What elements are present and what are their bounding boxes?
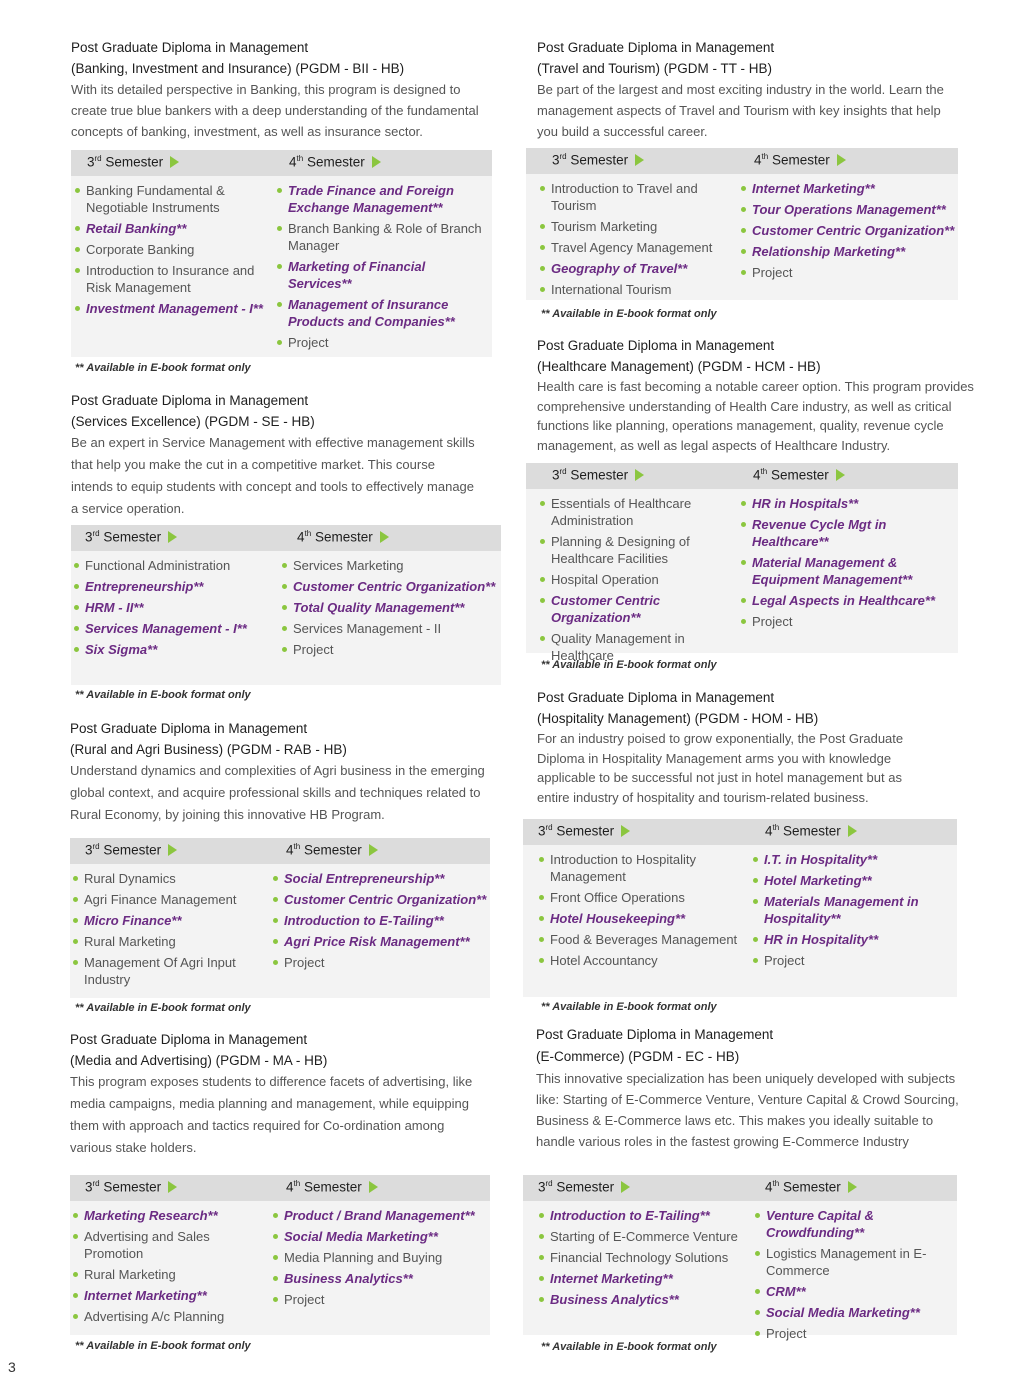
course-item: Legal Aspects in Healthcare** [741, 592, 957, 609]
semester-header [526, 463, 958, 489]
course-item: Rural Dynamics [73, 870, 258, 887]
course-item: Customer Centric Organization** [273, 891, 489, 908]
ebook-note: ** Available in E-book format only [75, 362, 251, 374]
course-item: Revenue Cycle Mgt in Healthcare** [741, 516, 957, 550]
arrow-icon [168, 844, 177, 856]
arrow-icon [170, 156, 179, 168]
course-item: Six Sigma** [74, 641, 274, 658]
course-item: Management of Insurance Products and Companies** [277, 296, 487, 330]
semester-4-list [273, 1207, 489, 1312]
course-item: Services Marketing [282, 557, 500, 574]
course-item: Front Office Operations [539, 889, 739, 906]
course-item: Marketing Research** [73, 1207, 258, 1224]
program-title: Post Graduate Diploma in Management [537, 338, 775, 353]
semester-4-list [273, 870, 489, 975]
program-description: Health care is fast becoming a notable career option. This program provides comprehensive understanding of Health Care industry, as well as critical functions like planning, operations management, quality, revenue cycle management, as well as legal aspects of Healthcare Industry. [537, 379, 974, 453]
course-item: Functional Administration [74, 557, 274, 574]
course-item: Introduction to Hospitality Management [539, 851, 739, 885]
arrow-icon [380, 531, 389, 543]
course-item: Advertising and Sales Promotion [73, 1228, 258, 1262]
arrow-icon [635, 469, 644, 481]
course-item: Hotel Accountancy [539, 952, 739, 969]
arrow-icon [168, 1181, 177, 1193]
semester-4-label: 4th Semester [286, 842, 378, 858]
course-item: Food & Beverages Management [539, 931, 739, 948]
semester-table-hom [523, 819, 957, 997]
program-code: (Hospitality Management) (PGDM - HOM - HB) [537, 711, 819, 726]
course-item: Travel Agency Management [540, 239, 730, 256]
course-item: Project [741, 613, 957, 630]
program-description: Be an expert in Service Management with effective management skills that help you make the cut in a competitive market. This course intends to equip students with concept and tools to effectively manage a service operation. [71, 435, 475, 516]
course-item: Hotel Housekeeping** [539, 910, 739, 927]
semester-4-list [741, 180, 957, 285]
semester-4-label: 4th Semester [765, 1179, 857, 1195]
program-title: Post Graduate Diploma in Management [71, 40, 309, 55]
semester-3-label: 3rd Semester [85, 529, 177, 545]
arrow-icon [848, 825, 857, 837]
semester-3-label: 3rd Semester [552, 467, 644, 483]
program-code: (Banking, Investment and Insurance) (PGDM - BII - HB) [71, 61, 405, 76]
course-item: Micro Finance** [73, 912, 258, 929]
program-code: (Healthcare Management) (PGDM - HCM - HB) [537, 359, 821, 374]
course-item: Venture Capital & Crowdfunding** [755, 1207, 955, 1241]
course-item: I.T. in Hospitality** [753, 851, 953, 868]
course-item: Project [741, 264, 957, 281]
semester-table-ec [523, 1175, 957, 1341]
semester-3-label: 3rd Semester [85, 1179, 177, 1195]
semester-4-label: 4th Semester [286, 1179, 378, 1195]
course-item: Agri Finance Management [73, 891, 258, 908]
course-item: Introduction to Insurance and Risk Management [75, 262, 265, 296]
program-description: For an industry poised to grow exponentially, the Post Graduate Diploma in Hospitality Management arms you with knowledge applicable to be successful not just in hotel management but as entire industry of hospitality and tourism-related business. [537, 731, 904, 805]
semester-3-list [540, 495, 738, 668]
course-item: Services Management - II [282, 620, 500, 637]
semester-4-list [282, 557, 500, 662]
semester-table-tt [526, 148, 958, 300]
ebook-note: ** Available in E-book format only [75, 689, 251, 701]
semester-4-label: 4th Semester [765, 823, 857, 839]
semester-table-ma [70, 1175, 490, 1335]
course-item: HR in Hospitality** [753, 931, 953, 948]
course-item: Internet Marketing** [73, 1287, 258, 1304]
course-item: Materials Management in Hospitality** [753, 893, 953, 927]
course-item: Starting of E-Commerce Venture [539, 1228, 753, 1245]
course-item: Rural Marketing [73, 933, 258, 950]
course-item: Logistics Management in E-Commerce [755, 1245, 955, 1279]
semester-header [71, 525, 501, 551]
semester-4-list [755, 1207, 955, 1346]
course-item: Branch Banking & Role of Branch Manager [277, 220, 487, 254]
course-item: Quality Management in Healthcare [540, 630, 738, 664]
program-hom [537, 687, 937, 807]
course-item: Corporate Banking [75, 241, 265, 258]
program-description: This innovative specialization has been uniquely developed with subjects like: Starting of E-Commerce Venture, Venture Capital & Crowd Sourcing, Business & E-Commerce laws etc. This makes you ideally suitable to handle various roles in the fastest growing E-Commerce Industry [536, 1071, 959, 1149]
course-item: Social Media Marketing** [755, 1304, 955, 1321]
program-description: Understand dynamics and complexities of Agri business in the emerging global context, and acquire professional skills and techniques related to Rural Economy, by joining this innovative HB Program. [70, 763, 485, 822]
course-item: Internet Marketing** [741, 180, 957, 197]
ebook-note: ** Available in E-book format only [541, 659, 717, 671]
program-title: Post Graduate Diploma in Management [71, 393, 309, 408]
program-hcm [537, 335, 982, 455]
semester-header [523, 1175, 957, 1201]
course-item: Advertising A/c Planning [73, 1308, 258, 1325]
program-description: With its detailed perspective in Banking, this program is designed to create true blue bankers with a deep understanding of the fundamental concepts of banking, investment, as well as insurance sector. [71, 82, 479, 139]
ebook-note: ** Available in E-book format only [541, 1341, 717, 1353]
semester-3-list [75, 182, 265, 321]
course-item: Services Management - I** [74, 620, 274, 637]
semester-3-label: 3rd Semester [538, 823, 630, 839]
course-item: Marketing of Financial Services** [277, 258, 487, 292]
course-item: Project [755, 1325, 955, 1342]
course-item: Material Management & Equipment Management** [741, 554, 957, 588]
semester-table-rab [70, 838, 490, 998]
semester-3-label: 3rd Semester [87, 154, 179, 170]
course-item: Banking Fundamental & Negotiable Instruments [75, 182, 265, 216]
semester-table-hcm [526, 463, 958, 663]
course-item: Internet Marketing** [539, 1270, 753, 1287]
page-number: 3 [8, 1359, 16, 1375]
semester-3-list [73, 1207, 258, 1329]
semester-header [71, 150, 492, 176]
course-item: Project [273, 1291, 489, 1308]
course-item: Customer Centric Organization** [282, 578, 500, 595]
course-item: Customer Centric Organization** [741, 222, 957, 239]
program-title: Post Graduate Diploma in Management [536, 1027, 774, 1042]
program-code: (Services Excellence) (PGDM - SE - HB) [71, 414, 315, 429]
program-ma [70, 1029, 480, 1159]
semester-3-list [540, 180, 730, 302]
semester-3-list [539, 1207, 753, 1312]
arrow-icon [836, 469, 845, 481]
semester-3-label: 3rd Semester [552, 152, 644, 168]
semester-4-list [277, 182, 487, 355]
arrow-icon [621, 1181, 630, 1193]
course-item: Introduction to E-Tailing** [539, 1207, 753, 1224]
semester-header [70, 1175, 490, 1201]
course-item: Hospital Operation [540, 571, 738, 588]
program-code: (E-Commerce) (PGDM - EC - HB) [536, 1049, 740, 1064]
program-title: Post Graduate Diploma in Management [70, 1032, 308, 1047]
semester-4-list [741, 495, 957, 634]
semester-3-label: 3rd Semester [85, 842, 177, 858]
course-item: Social Entrepreneurship** [273, 870, 489, 887]
course-item: Project [277, 334, 487, 351]
semester-table-se [71, 525, 501, 685]
semester-header [526, 148, 958, 174]
course-item: Trade Finance and Foreign Exchange Management** [277, 182, 487, 216]
arrow-icon [369, 844, 378, 856]
course-item: Total Quality Management** [282, 599, 500, 616]
course-item: Social Media Marketing** [273, 1228, 489, 1245]
program-code: (Rural and Agri Business) (PGDM - RAB - HB) [70, 742, 347, 757]
semester-4-label: 4th Semester [754, 152, 846, 168]
course-item: Introduction to Travel and Tourism [540, 180, 730, 214]
course-item: Project [282, 641, 500, 658]
semester-4-label: 4th Semester [297, 529, 389, 545]
arrow-icon [369, 1181, 378, 1193]
ebook-note: ** Available in E-book format only [541, 1001, 717, 1013]
program-bii [71, 37, 481, 142]
arrow-icon [168, 531, 177, 543]
course-item: Introduction to E-Tailing** [273, 912, 489, 929]
program-ec [536, 1024, 966, 1152]
course-item: Project [273, 954, 489, 971]
course-item: CRM** [755, 1283, 955, 1300]
semester-3-list [74, 557, 274, 662]
program-code: (Travel and Tourism) (PGDM - TT - HB) [537, 61, 773, 76]
course-item: Product / Brand Management** [273, 1207, 489, 1224]
arrow-icon [848, 1181, 857, 1193]
ebook-note: ** Available in E-book format only [541, 308, 717, 320]
semester-4-label: 4th Semester [289, 154, 381, 170]
course-item: Media Planning and Buying [273, 1249, 489, 1266]
course-item: Customer Centric Organization** [540, 592, 738, 626]
course-item: HRM - II** [74, 599, 274, 616]
semester-4-label: 4th Semester [753, 467, 845, 483]
program-title: Post Graduate Diploma in Management [537, 690, 775, 705]
program-se [71, 390, 476, 520]
course-item: HR in Hospitals** [741, 495, 957, 512]
semester-3-list [73, 870, 258, 992]
course-item: Business Analytics** [273, 1270, 489, 1287]
course-item: Management Of Agri Input Industry [73, 954, 258, 988]
program-title: Post Graduate Diploma in Management [70, 721, 308, 736]
course-item: International Tourism [540, 281, 730, 298]
semester-header [523, 819, 957, 845]
arrow-icon [621, 825, 630, 837]
program-description: This program exposes students to difference facets of advertising, like media campaigns, media planning and management, while equipping them with approach and tactics required for Co-ordination among various stake holders. [70, 1074, 473, 1155]
course-item: Tour Operations Management** [741, 201, 957, 218]
program-description: Be part of the largest and most exciting industry in the world. Learn the management aspects of Travel and Tourism with key insights that help you build a successful career. [537, 82, 944, 139]
course-item: Business Analytics** [539, 1291, 753, 1308]
course-item: Tourism Marketing [540, 218, 730, 235]
semester-4-list [753, 851, 953, 973]
course-item: Agri Price Risk Management** [273, 933, 489, 950]
course-item: Entrepreneurship** [74, 578, 274, 595]
program-code: (Media and Advertising) (PGDM - MA - HB) [70, 1053, 328, 1068]
program-title: Post Graduate Diploma in Management [537, 40, 775, 55]
course-item: Rural Marketing [73, 1266, 258, 1283]
program-tt [537, 37, 947, 142]
semester-3-label: 3rd Semester [538, 1179, 630, 1195]
course-item: Project [753, 952, 953, 969]
semester-3-list [539, 851, 739, 973]
ebook-note: ** Available in E-book format only [75, 1340, 251, 1352]
course-item: Investment Management - I** [75, 300, 265, 317]
course-item: Planning & Designing of Healthcare Facilities [540, 533, 738, 567]
arrow-icon [372, 156, 381, 168]
course-item: Hotel Marketing** [753, 872, 953, 889]
arrow-icon [837, 154, 846, 166]
program-rab [70, 718, 500, 826]
course-item: Geography of Travel** [540, 260, 730, 277]
course-item: Relationship Marketing** [741, 243, 957, 260]
semester-header [70, 838, 490, 864]
ebook-note: ** Available in E-book format only [75, 1002, 251, 1014]
semester-table-bii [71, 150, 492, 357]
course-item: Essentials of Healthcare Administration [540, 495, 738, 529]
course-item: Retail Banking** [75, 220, 265, 237]
course-item: Financial Technology Solutions [539, 1249, 753, 1266]
arrow-icon [635, 154, 644, 166]
